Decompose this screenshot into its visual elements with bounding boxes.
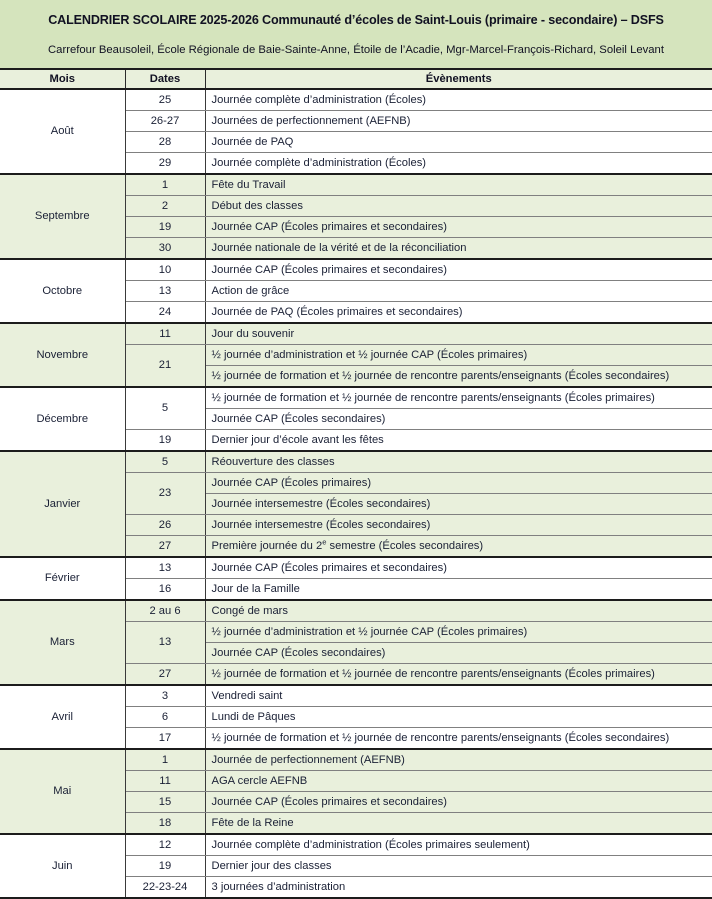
event-cell: Journée complète d’administration (Écoles) <box>205 152 712 174</box>
event-cell: Dernier jour d’école avant les fêtes <box>205 429 712 451</box>
event-cell: ½ journée de formation et ½ journée de rencontre parents/enseignants (Écoles secondaires) <box>205 727 712 749</box>
event-cell: Journée CAP (Écoles primaires et secondaires) <box>205 791 712 812</box>
event-cell: Journée CAP (Écoles secondaires) <box>205 642 712 663</box>
table-row <box>0 387 712 409</box>
date-cell: 2 au 6 <box>125 600 205 622</box>
date-cell: 28 <box>125 131 205 152</box>
header-row <box>0 69 712 89</box>
date-cell: 25 <box>125 89 205 111</box>
event-cell: Journée CAP (Écoles primaires et secondaires) <box>205 557 712 579</box>
date-cell: 1 <box>125 749 205 771</box>
schools-list: Carrefour Beausoleil, École Régionale de Baie-Sainte-Anne, Étoile de l’Acadie, Mgr-Marcel-François-Richard, Soleil Levant <box>48 43 664 56</box>
table-body <box>0 89 712 898</box>
event-cell: Dernier jour des classes <box>205 855 712 876</box>
event-cell: ½ journée de formation et ½ journée de rencontre parents/enseignants (Écoles primaires) <box>205 387 712 409</box>
document-header <box>0 0 712 68</box>
column-header-events: Évènements <box>205 69 712 89</box>
date-cell: 22-23-24 <box>125 876 205 898</box>
date-cell: 26-27 <box>125 110 205 131</box>
month-cell: Août <box>0 89 125 174</box>
month-cell: Septembre <box>0 174 125 259</box>
date-cell: 3 <box>125 685 205 707</box>
date-cell: 12 <box>125 834 205 856</box>
date-cell: 13 <box>125 621 205 663</box>
event-cell: Journée CAP (Écoles primaires) <box>205 472 712 493</box>
event-cell: ½ journée de formation et ½ journée de rencontre parents/enseignants (Écoles secondaires) <box>205 365 712 387</box>
table-row <box>0 834 712 856</box>
event-cell: Journée complète d’administration (Écoles primaires seulement) <box>205 834 712 856</box>
event-cell: Journée CAP (Écoles primaires et secondaires) <box>205 259 712 281</box>
event-cell: Congé de mars <box>205 600 712 622</box>
date-cell: 13 <box>125 557 205 579</box>
month-cell: Mars <box>0 600 125 685</box>
month-cell: Avril <box>0 685 125 749</box>
date-cell: 6 <box>125 706 205 727</box>
date-cell: 19 <box>125 429 205 451</box>
event-cell: AGA cercle AEFNB <box>205 770 712 791</box>
table-row <box>0 451 712 473</box>
event-cell: Journée de PAQ (Écoles primaires et secondaires) <box>205 301 712 323</box>
month-cell: Janvier <box>0 451 125 557</box>
date-cell: 21 <box>125 344 205 387</box>
date-cell: 29 <box>125 152 205 174</box>
event-cell: Début des classes <box>205 195 712 216</box>
column-header-dates: Dates <box>125 69 205 89</box>
date-cell: 10 <box>125 259 205 281</box>
date-cell: 19 <box>125 216 205 237</box>
event-cell: Journée nationale de la vérité et de la réconciliation <box>205 237 712 259</box>
event-cell: Jour de la Famille <box>205 578 712 600</box>
month-cell: Novembre <box>0 323 125 387</box>
table-row <box>0 174 712 196</box>
date-cell: 24 <box>125 301 205 323</box>
event-cell: Action de grâce <box>205 280 712 301</box>
event-cell: Jour du souvenir <box>205 323 712 345</box>
table-row <box>0 259 712 281</box>
table-row <box>0 600 712 622</box>
table-row <box>0 323 712 345</box>
event-cell: Journée CAP (Écoles primaires et secondaires) <box>205 216 712 237</box>
page-title: CALENDRIER SCOLAIRE 2025-2026 Communauté d’écoles de Saint-Louis (primaire - secondaire) – DSFS <box>48 13 664 27</box>
column-header-mois: Mois <box>0 69 125 89</box>
event-cell: Journées de perfectionnement (AEFNB) <box>205 110 712 131</box>
event-cell: Journée complète d’administration (Écoles) <box>205 89 712 111</box>
date-cell: 1 <box>125 174 205 196</box>
date-cell: 5 <box>125 451 205 473</box>
table-header <box>0 69 712 89</box>
event-cell: Réouverture des classes <box>205 451 712 473</box>
date-cell: 17 <box>125 727 205 749</box>
month-cell: Juin <box>0 834 125 898</box>
date-cell: 18 <box>125 812 205 834</box>
calendar-table <box>0 68 712 899</box>
table-row <box>0 685 712 707</box>
event-cell: ½ journée de formation et ½ journée de rencontre parents/enseignants (Écoles primaires) <box>205 663 712 685</box>
month-cell: Octobre <box>0 259 125 323</box>
date-cell: 15 <box>125 791 205 812</box>
table-row <box>0 89 712 111</box>
date-cell: 5 <box>125 387 205 430</box>
event-cell: 3 journées d’administration <box>205 876 712 898</box>
month-cell: Février <box>0 557 125 600</box>
event-cell: Lundi de Pâques <box>205 706 712 727</box>
table-row <box>0 557 712 579</box>
month-cell: Mai <box>0 749 125 834</box>
date-cell: 11 <box>125 770 205 791</box>
event-cell: Fête de la Reine <box>205 812 712 834</box>
date-cell: 13 <box>125 280 205 301</box>
date-cell: 23 <box>125 472 205 514</box>
date-cell: 11 <box>125 323 205 345</box>
event-cell: Journée de perfectionnement (AEFNB) <box>205 749 712 771</box>
month-cell: Décembre <box>0 387 125 451</box>
event-cell: Fête du Travail <box>205 174 712 196</box>
date-cell: 2 <box>125 195 205 216</box>
date-cell: 30 <box>125 237 205 259</box>
date-cell: 26 <box>125 514 205 535</box>
date-cell: 27 <box>125 535 205 557</box>
event-cell: Journée intersemestre (Écoles secondaires) <box>205 493 712 514</box>
event-cell: ½ journée d’administration et ½ journée CAP (Écoles primaires) <box>205 621 712 642</box>
event-cell: Journée intersemestre (Écoles secondaires) <box>205 514 712 535</box>
event-cell: Première journée du 2e semestre (Écoles secondaires) <box>205 535 712 557</box>
event-cell: ½ journée d’administration et ½ journée CAP (Écoles primaires) <box>205 344 712 365</box>
table-row <box>0 749 712 771</box>
date-cell: 19 <box>125 855 205 876</box>
date-cell: 16 <box>125 578 205 600</box>
event-cell: Vendredi saint <box>205 685 712 707</box>
date-cell: 27 <box>125 663 205 685</box>
event-cell: Journée de PAQ <box>205 131 712 152</box>
event-cell: Journée CAP (Écoles secondaires) <box>205 408 712 429</box>
